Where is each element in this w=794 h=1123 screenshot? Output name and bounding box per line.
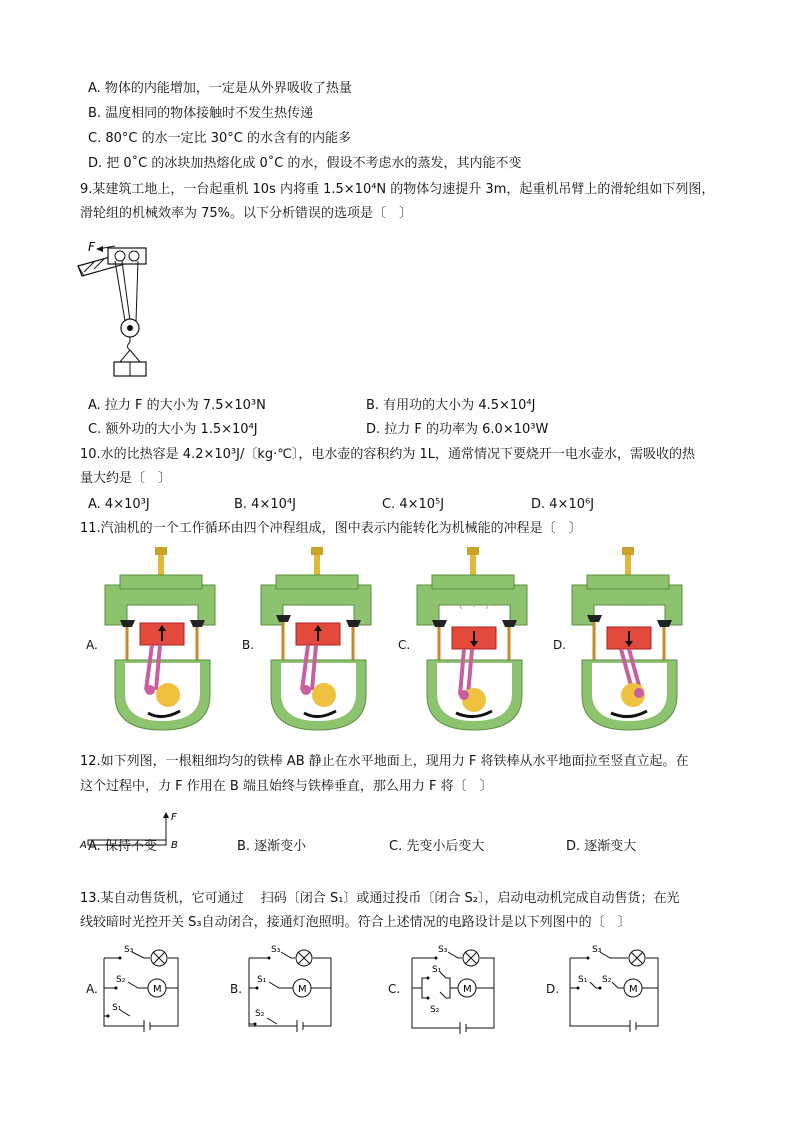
circuit-c-s2-label: S₂ [430,1005,440,1015]
circuit-d-s2-label: S₂ [602,975,612,985]
q11-label-c: C. [398,638,411,652]
circuit-c [408,944,498,1034]
circuit-a-motor-label: M [153,984,162,995]
q9-option-c: C. 额外功的大小为 1.5×10⁴J [88,422,258,437]
circuit-b-motor-label: M [298,984,307,995]
q8-option-c: C. 80°C 的水一定比 30°C 的水含有的内能多 [88,131,351,146]
q12-stem-line1: 12.如下列图，一根粗细均匀的铁棒 AB 静止在水平地面上，现用力 F 将铁棒从水平地面拉至竖直立起。在 [80,754,689,769]
circuit-c-s3-label: S₃ [438,945,448,955]
q12-option-b: B. 逐渐变小 [237,839,307,854]
q11-label-a: A. [86,638,98,652]
q10-option-a: A. 4×10³J [88,497,150,512]
q13-label-a: A. [86,982,98,996]
engine-stroke-b [256,545,381,735]
circuit-b-s1-label: S₁ [257,975,267,985]
q9-option-b: B. 有用功的大小为 4.5×10⁴J [366,398,536,413]
circuit-a-s2-label: S₂ [116,975,126,985]
engine-stroke-c [412,545,537,735]
engine-stroke-a [100,545,225,735]
q9-stem-line1: 9.某建筑工地上，一台起重机 10s 内将重 1.5×10⁴N 的物体匀速提升 3m，起重机吊臂上的滑轮组如下列图， [80,182,715,197]
q10-stem-line2: 量大约是〔 〕 [80,471,172,486]
q13-stem-line2: 线较暗时光控开关 S₃自动闭合，接通灯泡照明。符合上述情况的电路设计是以下列图中的〔 〕 [80,915,631,930]
circuit-b [245,944,335,1034]
q8-option-b: B. 温度相同的物体接触时不发生热传递 [88,106,314,121]
q12-option-d: D. 逐渐变大 [566,839,637,854]
q13-label-b: B. [230,982,243,996]
pulley-force-label: F [88,240,95,254]
pulley-crane-figure [70,236,170,381]
circuit-d-s1-label: S₁ [578,975,588,985]
circuit-a-s3-label: S₃ [124,945,134,955]
rod-end-a-label: A [80,840,87,851]
circuit-b-s2-label: S₂ [255,1009,265,1019]
q10-option-b: B. 4×10⁴J [234,497,296,512]
circuit-a [100,944,182,1034]
circuit-c-s1-label: S₁ [432,965,442,975]
q10-option-c: C. 4×10⁵J [382,497,445,512]
q8-option-d: D. 把 0˚C 的冰块加热熔化成 0˚C 的水，假设不考虑水的蒸发，其内能不变 [88,156,522,171]
circuit-d-s3-label: S₃ [592,945,602,955]
q10-stem-line1: 10.水的比热容是 4.2×10³J/〔kg·℃〕，电水壶的容积约为 1L，通常情况下要烧开一电水壶水，需吸收的热 [80,447,695,462]
rod-end-b-label: B [171,840,178,851]
q8-option-a: A. 物体的内能增加，一定是从外界吸收了热量 [88,81,352,96]
q12-stem-line2: 这个过程中，力 F 作用在 B 端且始终与铁棒垂直，那么用力 F 将〔 〕 [80,779,493,794]
q12-option-c: C. 先变小后变大 [389,839,485,854]
circuit-b-s3-label: S₃ [271,945,281,955]
rod-force-label: F [171,812,177,823]
q13-label-c: C. [388,982,401,996]
circuit-c-motor-label: M [463,984,472,995]
q10-option-d: D. 4×10⁶J [531,497,595,512]
engine-stroke-d [567,545,692,735]
q13-label-d: D. [546,982,560,996]
q9-stem-line2: 滑轮组的机械效率为 75%。以下分析错误的选项是〔 〕 [80,206,413,221]
q11-stem: 11.汽油机的一个工作循环由四个冲程组成，图中表示内能转化为机械能的冲程是〔 〕 [80,521,582,536]
q11-label-b: B. [242,638,255,652]
circuit-d-motor-label: M [629,984,638,995]
circuit-d [566,944,662,1034]
circuit-a-s1-label: S₁ [112,1003,122,1013]
q12-option-a: A. 保持不变 [88,839,157,854]
q9-option-a: A. 拉力 F 的大小为 7.5×10³N [88,398,266,413]
q9-option-d: D. 拉力 F 的功率为 6.0×10³W [366,422,549,437]
q13-stem-line1: 13.某自动售货机，它可通过 扫码〔闭合 S₁〕或通过投币〔闭合 S₂〕，启动电动机完成自动售货；在光 [80,891,680,906]
q11-label-d: D. [553,638,567,652]
